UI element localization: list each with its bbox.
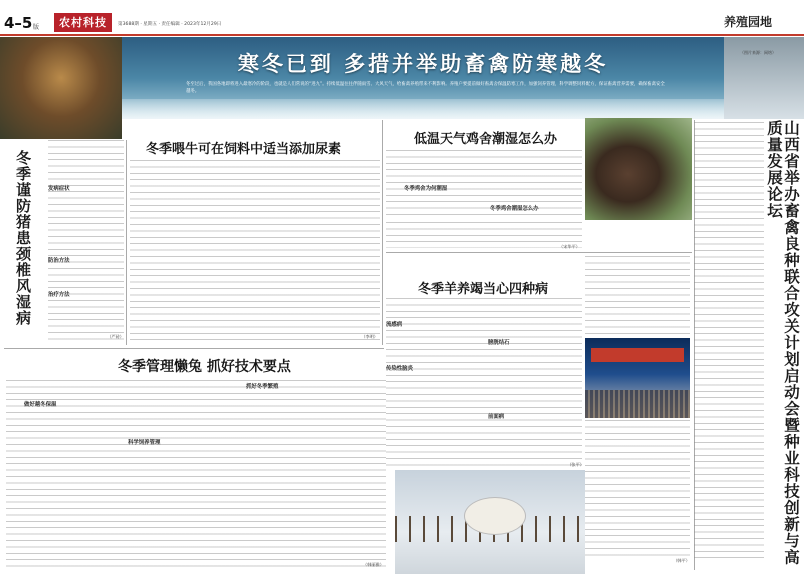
rabbit-subhead-2: 科学饲养管理: [128, 440, 161, 446]
forum-stage-banner: [591, 348, 684, 362]
masthead-rule: [0, 34, 804, 36]
hero-banner: [122, 37, 724, 119]
chicken-body-text: [386, 150, 582, 220]
rabbit-subhead-3: 抓好冬季繁殖: [246, 384, 279, 390]
forum-photo: [585, 338, 690, 418]
sheep-subhead-1: 流感病: [386, 322, 403, 328]
forum-credit: （韩平）: [673, 558, 690, 563]
column-divider: [382, 120, 383, 345]
feed-credit: （李明）: [361, 334, 378, 339]
chicken-article-headline: 低温天气鸡舍潮湿怎么办: [414, 132, 558, 147]
rabbit-credit: （韩丽雅）: [363, 562, 384, 567]
rabbit-article-body: [6, 380, 386, 568]
pig-article-headline: 冬季谨防猪患颈椎风湿病: [14, 150, 32, 326]
sheep-article-body: [386, 298, 582, 466]
section-divider: [386, 252, 692, 253]
hero-title: 寒冬已到 多措并举助畜禽防寒越冬: [237, 51, 609, 76]
sheep-article-headline: 冬季羊养竭当心四种病: [418, 282, 549, 297]
forum-body-text-left: [585, 256, 690, 336]
lamb-figure: [465, 498, 525, 534]
forum-article-body: [694, 122, 764, 562]
chicken-article-body: [386, 150, 582, 220]
newspaper-logo: 农村科技: [54, 13, 112, 32]
pig-article-body: [48, 140, 124, 345]
forum-body-text: [694, 122, 764, 562]
sheep-credit: （张平）: [567, 462, 584, 467]
forum-article-headline: 山西省举办畜禽良种联合攻关计划启动会暨种业科技创新与高质量发展论坛: [765, 120, 801, 566]
chicken-subhead-1: 冬季鸡舍为何潮湿: [404, 186, 448, 192]
forum-article-body-lower: [585, 420, 690, 560]
feed-article-body: [130, 160, 380, 340]
sheep-subhead-2: 传染性脑炎: [386, 366, 413, 372]
rooster-photo: [0, 37, 122, 139]
pig-subhead-1: 发病症状: [48, 186, 70, 192]
pig-subhead-2: 防治方法: [48, 258, 70, 264]
section-divider: [4, 348, 384, 349]
pig-subhead-3: 治疗方法: [48, 292, 70, 298]
column-divider: [126, 140, 127, 345]
lamb-photo: [395, 470, 585, 574]
pig-credit: （严砖）: [107, 334, 124, 339]
hero-snow-ground: [122, 99, 724, 119]
hero-lead: 冬至过后，我国各地即将进入最寒冷的阶段，也就是人们常说的“进九”。持续低温往往伴随雨雪、大风天气，给畜禽养殖带来不利影响。养殖户要提前做好畜禽舍保温防寒工作，加强饲养管理，科学调整饲料配方，保证畜禽营养需要，确保畜禽安全越冬。: [186, 82, 665, 94]
sheep-subhead-4: 前面病: [488, 414, 505, 420]
chicken-credit: （宋华平）: [559, 244, 580, 249]
page-number: 4–5: [4, 14, 33, 32]
cows-photo: [585, 118, 692, 220]
pig-body-text: [48, 140, 124, 345]
forum-body-text-lower: [585, 420, 690, 560]
sheep-subhead-3: 膀胱结石: [488, 340, 510, 346]
section-name: 养殖园地: [724, 15, 773, 29]
photo-credit: （图片来源：网络）: [740, 50, 776, 55]
feed-body-text: [130, 160, 380, 340]
sheep-body-text: [386, 298, 582, 466]
feed-article-headline: 冬季喂牛可在饲料中适当添加尿素: [146, 142, 342, 157]
rabbit-subhead-1: 做好越冬保温: [24, 402, 57, 408]
chicken-subhead-2: 冬季鸡舍潮湿怎么办: [490, 206, 539, 212]
edition-label: 版: [33, 24, 40, 31]
forum-article-body-left: [585, 256, 690, 336]
rabbit-body-text: [6, 380, 386, 568]
forum-audience: [585, 390, 690, 418]
rabbit-article-headline: 冬季管理懒兔 抓好技术要点: [118, 359, 291, 375]
issue-info: 第3688期 · 星期五 · 责任编辑 · 2023年12月29日: [118, 22, 222, 27]
